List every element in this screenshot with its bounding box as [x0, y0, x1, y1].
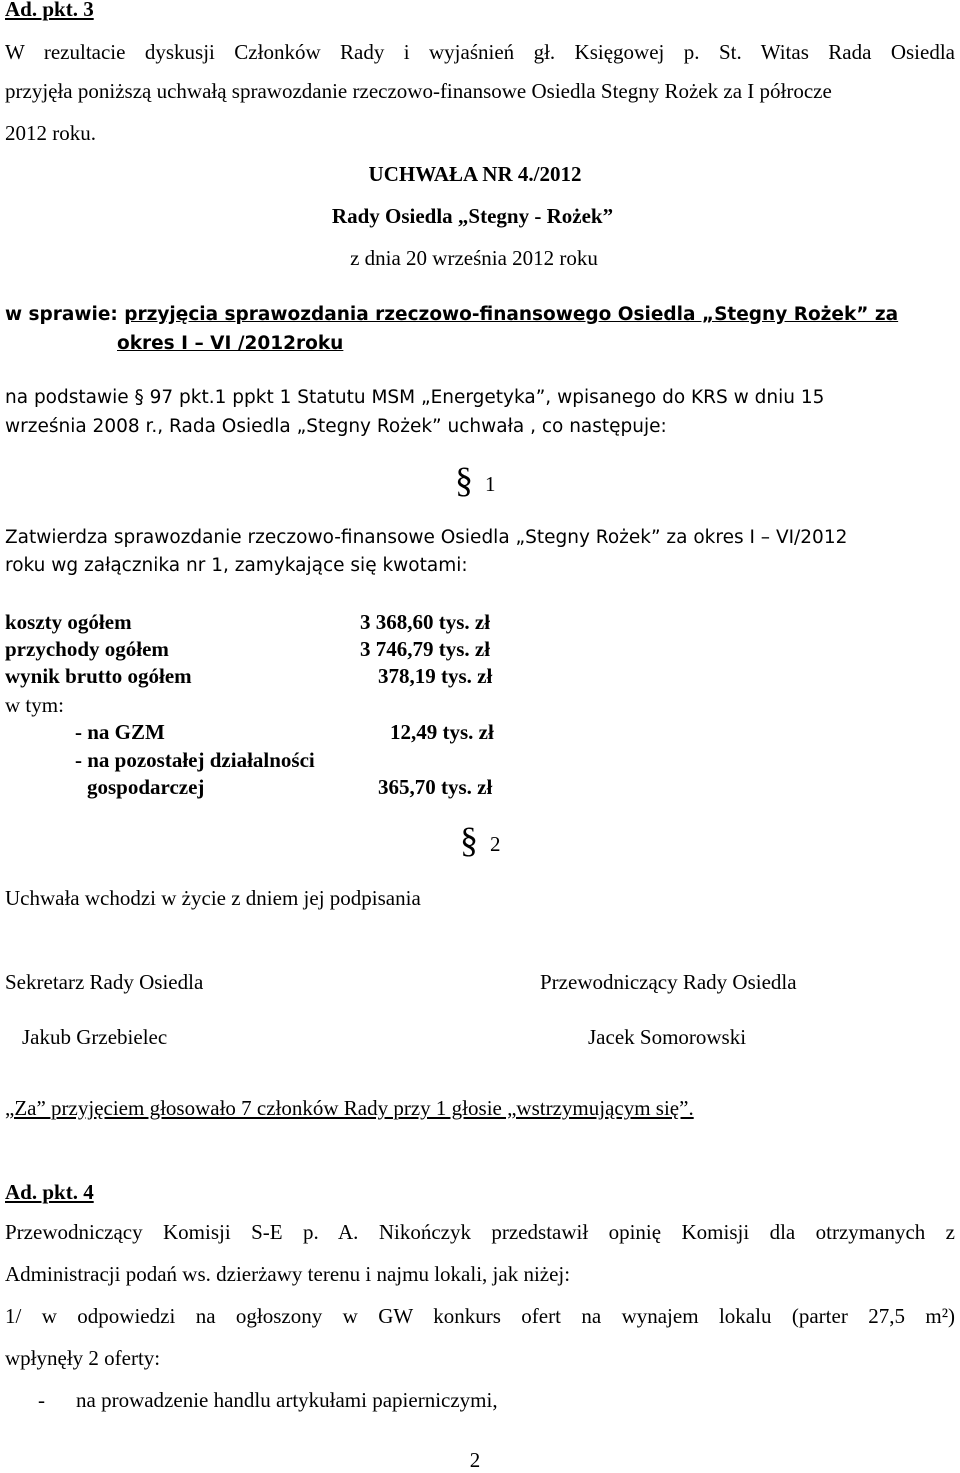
- other-activity-label: - na pozostałej działalności: [75, 748, 315, 772]
- resolution-subject: [5, 304, 898, 325]
- resolution-title: [0, 162, 950, 187]
- costs-label: koszty ogółem: [5, 610, 132, 634]
- gross-label: wynik brutto ogółem: [5, 664, 192, 688]
- page-number: 2: [469, 1448, 481, 1472]
- resolution-body-2: roku wg załącznika nr 1, zamykające się kwotami:: [5, 555, 468, 576]
- gross-value: 378,19 tys. zł: [378, 664, 493, 688]
- vote-result: „Za” przyjęciem głosowało 7 członków Rady przy 1 głosie „wstrzymującym się”.: [5, 1096, 694, 1120]
- point4-line-3: 1/ w odpowiedzi na ogłoszony w GW konkurs ofert na wynajem lokalu (parter 27,5 m²): [5, 1304, 955, 1328]
- subject-text-2: okres I – VI /2012roku: [117, 333, 344, 354]
- secretary-name: Jakub Grzebielec: [22, 1025, 168, 1049]
- heading-ad-pkt-4: Ad. pkt. 4: [5, 1180, 94, 1204]
- other-activity-label-2: gospodarczej: [87, 775, 205, 799]
- intro-line-1: W rezultacie dyskusji Członków Rady i wyjaśnień gł. Księgowej p. St. Witas Rada Osiedla: [5, 40, 955, 64]
- legal-basis-2: września 2008 r., Rada Osiedla „Stegny Rożek” uchwała , co następuje:: [5, 416, 667, 437]
- bullet-text: na prowadzenie handlu artykułami papierniczymi,: [76, 1388, 498, 1412]
- costs-value: 3 368,60 tys. zł: [360, 610, 491, 634]
- gzm-value: 12,49 tys. zł: [390, 720, 494, 744]
- point4-line-4: wpłynęły 2 oferty:: [5, 1346, 161, 1370]
- resolution-council: Rady Osiedla „Stegny - Rożek”: [331, 204, 614, 228]
- resolution-title-text: UCHWAŁA NR 4./2012: [368, 162, 582, 186]
- effective-clause: Uchwała wchodzi w życie z dniem jej podpisania: [5, 886, 421, 910]
- heading-ad-pkt-3: Ad. pkt. 3: [5, 0, 94, 21]
- resolution-date: z dnia 20 września 2012 roku: [350, 246, 598, 270]
- point4-line-2: Administracji podań ws. dzierżawy terenu i najmu lokali, jak niżej:: [5, 1262, 571, 1286]
- section-2-number: 2: [490, 832, 501, 856]
- section-sign: §: [460, 820, 478, 860]
- section-sign: §: [455, 460, 473, 500]
- other-activity-value: 365,70 tys. zł: [378, 775, 493, 799]
- subject-text-1: przyjęcia sprawozdania rzeczowo-finansowego Osiedla „Stegny Rożek” za: [124, 304, 899, 325]
- resolution-body-1: Zatwierdza sprawozdanie rzeczowo-finansowe Osiedla „Stegny Rożek” za okres I – VI/2012: [5, 527, 848, 548]
- subject-prefix: w sprawie:: [5, 304, 118, 325]
- revenue-value: 3 746,79 tys. zł: [360, 637, 491, 661]
- section-2-heading: [460, 822, 501, 858]
- legal-basis-1: na podstawie § 97 pkt.1 ppkt 1 Statutu MSM „Energetyka”, wpisanego do KRS w dniu 15: [5, 387, 825, 408]
- revenue-label: przychody ogółem: [5, 637, 169, 661]
- bullet-dash: -: [38, 1388, 45, 1412]
- section-1-heading: [455, 462, 496, 498]
- intro-line-3: 2012 roku.: [5, 121, 96, 145]
- chairman-role: Przewodniczący Rady Osiedla: [540, 970, 797, 994]
- intro-line-2: przyjęła poniższą uchwałą sprawozdanie rzeczowo-finansowe Osiedla Stegny Rożek za I półrocze: [5, 79, 832, 103]
- chairman-name: Jacek Somorowski: [588, 1025, 747, 1049]
- including-label: w tym:: [5, 693, 64, 717]
- point4-line-1: Przewodniczący Komisji S-E p. A. Nikończyk przedstawił opinię Komisji dla otrzymanych z: [5, 1220, 955, 1244]
- secretary-role: Sekretarz Rady Osiedla: [5, 970, 204, 994]
- gzm-label: - na GZM: [75, 720, 165, 744]
- section-1-number: 1: [485, 472, 496, 496]
